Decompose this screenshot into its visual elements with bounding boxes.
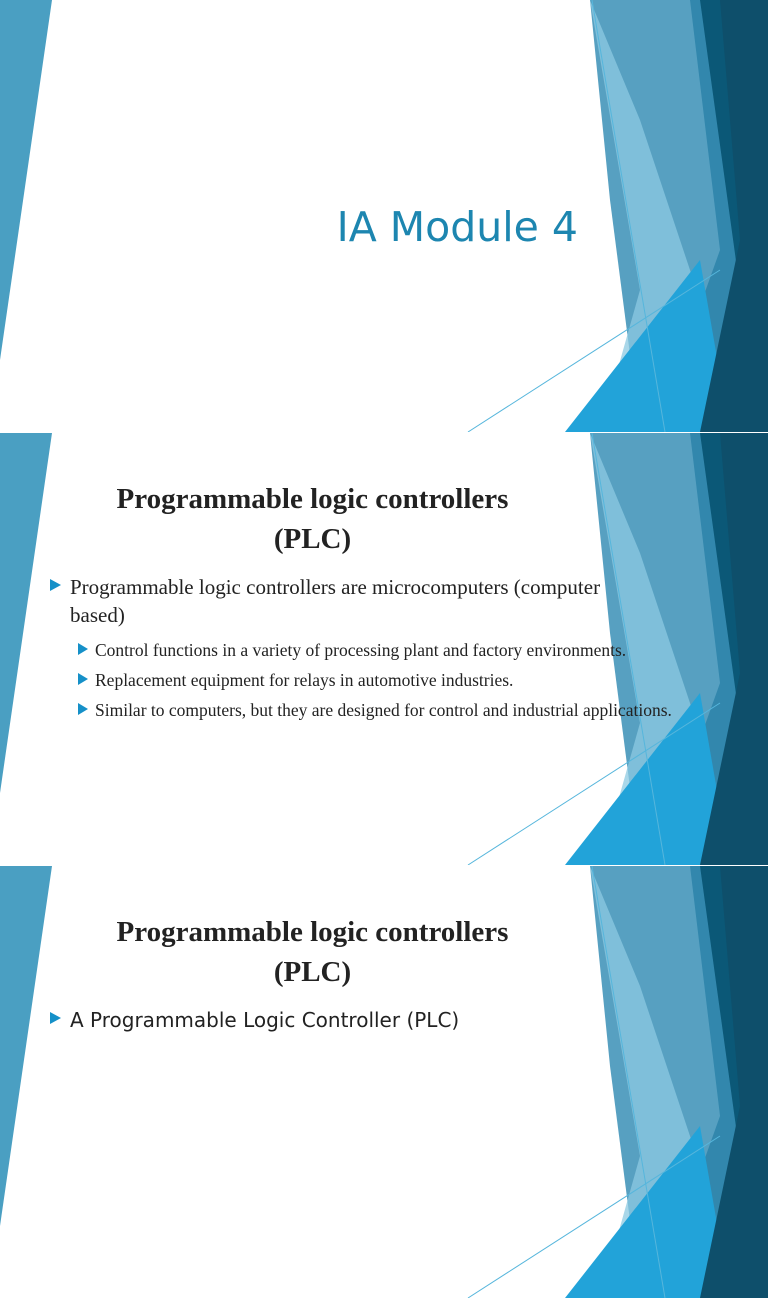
triangle-right-icon	[50, 579, 61, 591]
triangle-right-icon	[78, 643, 88, 655]
sub-bullet-text: Replacement equipment for relays in automotive industries.	[95, 670, 514, 690]
heading-line-1: Programmable logic controllers	[116, 483, 509, 515]
triangle-right-icon	[78, 703, 88, 715]
triangle-right-icon	[50, 1012, 61, 1024]
heading-line-2: (PLC)	[273, 956, 352, 988]
bullet-item	[48, 573, 640, 629]
slide-plc-definition	[0, 866, 768, 1298]
heading-line-1: Programmable logic controllers	[116, 916, 509, 948]
slide-heading	[60, 479, 565, 559]
slide-title	[0, 0, 768, 432]
sub-bullet-text: Control functions in a variety of processing plant and factory environments.	[95, 640, 627, 660]
heading-line-2: (PLC)	[273, 523, 352, 555]
sub-bullet-item	[48, 669, 685, 691]
bullet-item	[48, 1006, 640, 1034]
slide-heading	[60, 912, 565, 992]
bullet-list	[48, 573, 688, 721]
triangle-right-icon	[78, 673, 88, 685]
bullet-text: Programmable logic controllers are microcomputers (computer based)	[70, 575, 601, 627]
sub-bullet-item	[48, 699, 685, 721]
bullet-list	[48, 1006, 688, 1034]
bullet-text: A Programmable Logic Controller (PLC)	[70, 1008, 460, 1032]
slide-plc-intro	[0, 433, 768, 865]
sub-bullet-item	[48, 639, 685, 661]
slide-title-text: IA Module 4	[336, 203, 578, 251]
sub-bullet-text: Similar to computers, but they are designed for control and industrial applications.	[95, 700, 672, 720]
